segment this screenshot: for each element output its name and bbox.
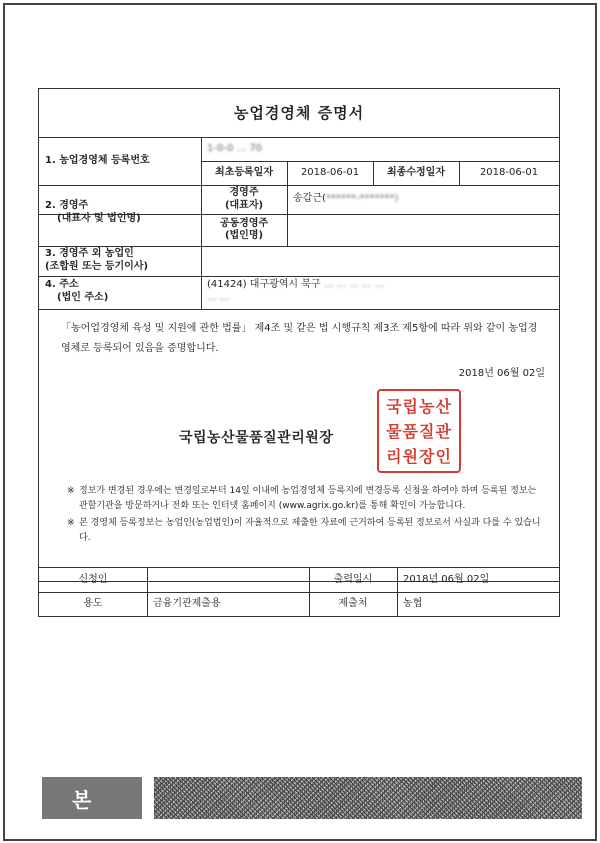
security-pattern	[154, 777, 582, 819]
reg-number-label: 1. 농업경영체 등록번호	[45, 154, 150, 166]
last-mod-date: 2018-06-01	[479, 166, 539, 178]
print-date-label: 출력일시	[333, 573, 373, 585]
worker-label-line2: (조합원 또는 등기이사)	[45, 260, 149, 272]
applicant-value	[147, 568, 309, 592]
last-mod-label: 최종수정일자	[387, 166, 445, 178]
first-reg-date: 2018-06-01	[300, 166, 360, 178]
issue-date: 2018년 06월 02일	[458, 368, 545, 379]
owner-sub-label	[201, 185, 287, 214]
owner-id-masked: ******-*******)	[325, 193, 399, 205]
divider	[39, 309, 559, 310]
owner-label	[39, 185, 201, 246]
security-strip	[42, 777, 582, 819]
purpose-label: 용도	[83, 597, 103, 609]
address-text: (41424) 대구광역시 북구	[207, 279, 321, 290]
address-label-line1: 4. 주소	[45, 279, 79, 290]
first-reg-label: 최초등록일자	[215, 166, 273, 178]
owner-name: 송갑근(	[293, 193, 326, 205]
note-mark: ※	[67, 486, 75, 496]
issuer-name: 국립농산물품질관리원장	[179, 430, 334, 446]
notes	[67, 484, 547, 548]
seal-line-1: 국립농산	[386, 396, 452, 416]
note-text: 본 경영체 등록정보는 농업인(농업법인)이 자율적으로 제출한 자료에 근거하여 등록된 정보로서 사실과 다를 수 있습니다.	[79, 518, 541, 543]
address-masked-2: ... ...	[207, 291, 230, 303]
co-owner-label	[201, 214, 287, 246]
address-label-line2: (법인 주소)	[57, 291, 109, 303]
address-masked-1: ... ... ... ... ...	[323, 279, 385, 290]
note-text: 정보가 변경된 경우에는 변경일로부터 14일 이내에 농업경영체 등록지에 변경등록 신청을 하여야 하며 등록된 정보는 관할기관을 방문하거나 전화 또는 인터넷 홈페이지 (www.agrix.go.kr)를 통해 확인이 가능합니다.	[79, 486, 537, 511]
certification-paragraph: 「농어업경영체 육성 및 지원에 관한 법률」 제4조 및 같은 법 시행규칙 제3조 제5항에 따라 위와 같이 농업경영체로 등록되어 있음을 증명합니다.	[61, 323, 538, 354]
worker-label	[39, 246, 201, 276]
co-owner-label-2: (법인명)	[224, 230, 264, 241]
document-title: 농업경영체 증명서	[39, 89, 559, 138]
seal-line-2: 물품질관	[386, 421, 452, 441]
note-item	[67, 516, 547, 546]
reg-number-value: 1-0-0 ... 70	[207, 142, 262, 154]
owner-label-line1: 2. 경영주	[45, 200, 89, 211]
owner-sub-label-2: (대표자)	[224, 199, 264, 211]
certificate-box	[38, 88, 560, 582]
official-seal	[377, 389, 461, 473]
address-value	[201, 276, 559, 309]
worker-label-line1: 3. 경영주 외 농업인	[45, 248, 134, 259]
applicant-label: 신청인	[78, 573, 108, 585]
owner-value	[287, 185, 559, 214]
print-date-value: 2018년 06월 02일	[403, 573, 490, 585]
seal-line-3: 리원장인	[386, 446, 452, 466]
footer-table	[38, 567, 560, 617]
submit-to-value: 농협	[403, 597, 423, 609]
address-label	[39, 276, 201, 309]
original-stamp: 본	[42, 777, 142, 819]
purpose-value: 금융기관제출용	[153, 597, 221, 609]
note-item	[67, 484, 547, 514]
submit-to-label: 제출처	[338, 597, 368, 609]
note-mark: ※	[67, 518, 75, 528]
co-owner-label-1: 공동경영주	[219, 217, 269, 229]
owner-label-line2: (대표자 및 법인명)	[57, 212, 141, 224]
owner-sub-label-1: 경영주	[229, 187, 259, 198]
